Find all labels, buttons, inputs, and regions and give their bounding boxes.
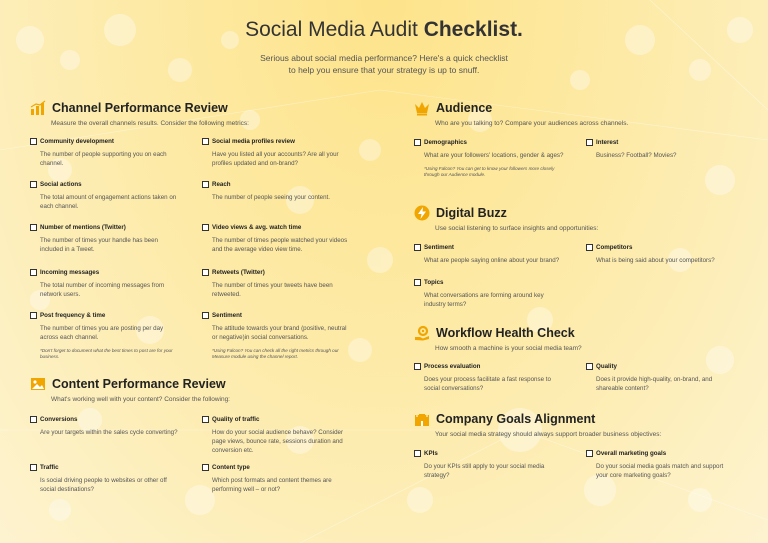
checklist-item [30, 269, 180, 300]
channel-title: Channel Performance Review [52, 101, 228, 115]
item-label: Number of mentions (Twitter) [40, 224, 126, 231]
checklist-item [414, 244, 564, 266]
checkbox[interactable] [202, 138, 209, 145]
item-desc: The number of times your handle has been included in a Tweet. [40, 237, 158, 253]
item-label: Quality [596, 363, 617, 370]
item-label: Reach [212, 181, 231, 188]
checklist-item [414, 363, 564, 394]
page-subtitle [0, 52, 768, 77]
item-label: Demographics [424, 139, 467, 146]
checklist-item [586, 363, 736, 394]
item-desc: Business? Football? Movies? [596, 152, 677, 159]
item-label: Content type [212, 464, 250, 471]
buzz-title: Digital Buzz [436, 206, 507, 220]
title-normal: Social Media Audit [245, 18, 424, 41]
item-desc: What are people saying online about your brand? [424, 257, 560, 264]
item-label: Community development [40, 138, 114, 145]
checkbox[interactable] [586, 450, 593, 457]
checkbox[interactable] [414, 279, 421, 286]
checkbox[interactable] [30, 269, 37, 276]
audience-title: Audience [436, 101, 493, 115]
checklist-item [30, 224, 180, 255]
checklist-item [30, 138, 180, 169]
checklist-item [30, 416, 180, 438]
item-desc: The number of people seeing your content. [212, 194, 330, 201]
item-desc: What are your followers' locations, gender & ages? [424, 152, 564, 159]
channel-section [30, 100, 370, 365]
checkbox[interactable] [414, 244, 421, 251]
item-label: Retweets (Twitter) [212, 269, 265, 276]
checkbox[interactable] [30, 181, 37, 188]
checkbox[interactable] [30, 224, 37, 231]
goals-intro: Your social media strategy should always support broader business objectives: [435, 431, 662, 438]
checklist-item [586, 244, 736, 266]
content-intro: What's working well with your content? Consider the following: [51, 396, 230, 403]
checkbox[interactable] [202, 181, 209, 188]
subtitle-line-1: Serious about social media performance? Here's a quick checklist [260, 53, 508, 63]
item-label: Topics [424, 279, 444, 286]
item-label: Quality of traffic [212, 416, 260, 423]
item-desc: Do your social media goals match and support your core marketing goals? [596, 463, 724, 479]
goals-section [414, 411, 754, 501]
checklist-item [202, 416, 352, 456]
checkbox[interactable] [202, 464, 209, 471]
item-desc: How do your social audience behave? Consider page views, bounce rate, sessions duration and conversion etc. [212, 429, 344, 454]
page-title [0, 18, 768, 42]
buzz-intro: Use social listening to surface insights and opportunities: [435, 225, 599, 232]
checklist-item [30, 464, 180, 495]
checkbox[interactable] [414, 450, 421, 457]
audience-section [414, 100, 754, 200]
castle-icon [414, 411, 430, 427]
checkbox[interactable] [202, 416, 209, 423]
bar-chart-icon [30, 100, 46, 116]
checklist-item [202, 269, 352, 300]
item-note: *Using Falcon? You can check all the right metrics through our Measure module using the channel report. [212, 347, 339, 360]
checklist-item [30, 312, 180, 361]
checklist-item [202, 312, 352, 361]
checklist-item [414, 279, 564, 310]
item-desc: Does it provide high-quality, on-brand, and shareable content? [596, 376, 713, 392]
checkbox[interactable] [30, 312, 37, 319]
item-desc: The number of times your tweets have been retweeted. [212, 282, 333, 298]
item-desc: The total number of incoming messages from network users. [40, 282, 165, 298]
checklist-item [414, 450, 564, 481]
item-desc: The total amount of engagement actions taken on each channel. [40, 194, 177, 210]
buzz-section [414, 205, 754, 315]
item-label: Traffic [40, 464, 59, 471]
item-label: Social media profiles review [212, 138, 295, 145]
lightning-icon [414, 205, 430, 221]
content-title: Content Performance Review [52, 377, 226, 391]
item-desc: Do your KPIs still apply to your social media strategy? [424, 463, 545, 479]
checkbox[interactable] [202, 269, 209, 276]
crown-icon [414, 100, 430, 116]
checklist-item [202, 181, 352, 203]
checklist-item [586, 450, 736, 481]
item-label: Interest [596, 139, 619, 146]
item-desc: The number of people supporting you on each channel. [40, 151, 167, 167]
item-note: *Using Falcon? You can get to know your followers more closely through our Audience module. [424, 165, 555, 178]
checklist-item [30, 181, 180, 212]
checkbox[interactable] [414, 139, 421, 146]
item-desc: Which post formats and content themes are performing well – or not? [212, 477, 332, 493]
item-desc: Have you listed all your accounts? Are all your profiles updated and on-brand? [212, 151, 339, 167]
goals-title: Company Goals Alignment [436, 412, 596, 426]
checklist-item [202, 138, 352, 169]
checkbox[interactable] [30, 138, 37, 145]
item-label: Post frequency & time [40, 312, 106, 319]
workflow-title: Workflow Health Check [436, 326, 575, 340]
checklist-item [202, 464, 352, 495]
item-label: Competitors [596, 244, 633, 251]
item-label: Sentiment [424, 244, 454, 251]
item-label: Social actions [40, 181, 82, 188]
page-header [0, 18, 768, 77]
checklist-item [414, 139, 564, 179]
image-icon [30, 376, 46, 392]
item-desc: What is being said about your competitors? [596, 257, 715, 264]
checkbox[interactable] [202, 224, 209, 231]
item-desc: Does your process facilitate a fast response to social conversations? [424, 376, 551, 392]
item-label: Sentiment [212, 312, 242, 319]
checklist-item [586, 139, 736, 161]
item-desc: The number of times you are posting per day across each channel. [40, 325, 164, 341]
item-desc: The number of times people watched your videos and the average video view time. [212, 237, 348, 253]
checklist-item [202, 224, 352, 255]
channel-intro: Measure the overall channels results. Consider the following metrics: [51, 120, 249, 127]
checkbox[interactable] [30, 464, 37, 471]
workflow-section [414, 325, 754, 405]
item-label: Overall marketing goals [596, 450, 667, 457]
item-label: KPIs [424, 450, 438, 457]
gear-hand-icon [414, 325, 430, 341]
checkbox[interactable] [202, 312, 209, 319]
subtitle-line-2: to help you ensure that your strategy is up to snuff. [288, 65, 480, 76]
checkbox[interactable] [586, 139, 593, 146]
item-label: Video views & avg. watch time [212, 224, 302, 231]
checkbox[interactable] [586, 363, 593, 370]
title-bold: Checklist. [423, 18, 523, 41]
item-label: Process evaluation [424, 363, 481, 370]
item-label: Incoming messages [40, 269, 100, 276]
checkbox[interactable] [414, 363, 421, 370]
item-desc: The attitude towards your brand (positive, neutral or negative)in social conversations. [212, 325, 347, 341]
item-desc: Is social driving people to websites or other off social destinations? [40, 477, 167, 493]
checkbox[interactable] [586, 244, 593, 251]
audience-intro: Who are you talking to? Compare your audiences across channels. [435, 120, 629, 127]
item-note: *Don't forget to document what the best times to post are for your business. [40, 347, 173, 360]
item-label: Conversions [40, 416, 78, 423]
content-section [30, 376, 370, 506]
checkbox[interactable] [30, 416, 37, 423]
item-desc: What conversations are forming around key industry terms? [424, 292, 544, 308]
item-desc: Are your targets within the sales cycle converting? [40, 429, 178, 436]
workflow-intro: How smooth a machine is your social media team? [435, 345, 582, 352]
